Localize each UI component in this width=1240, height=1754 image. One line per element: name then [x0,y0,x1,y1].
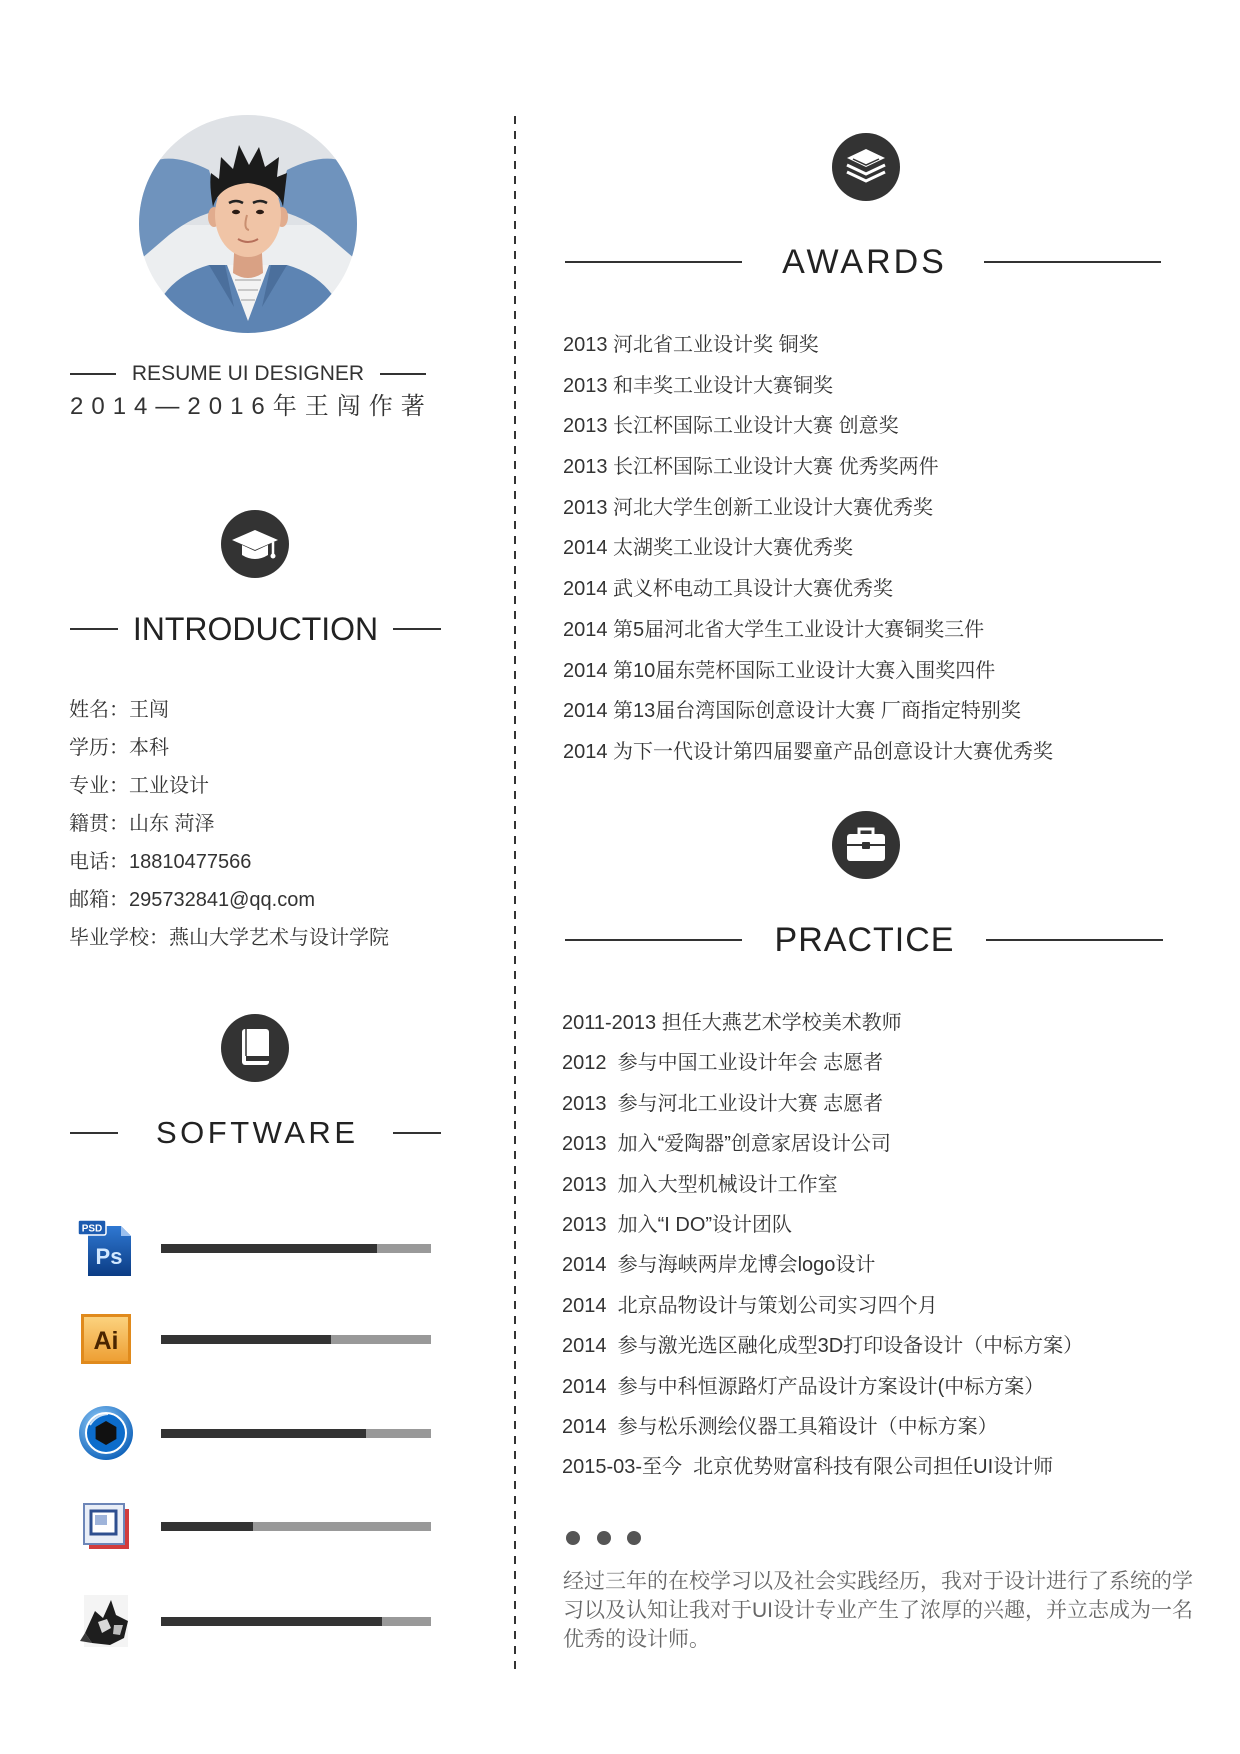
title-rule-right [380,373,426,375]
awards-list [563,325,1183,773]
heading-rule-right [984,261,1161,263]
profile-title-row [70,361,426,387]
info-value: 山东 菏泽 [129,813,215,835]
info-label: 毕业学校： [69,927,169,949]
award-item: 2013 长江杯国际工业设计大赛 优秀奖两件 [563,456,939,479]
ellipsis-dots-icon [566,1531,641,1545]
heading-rule-right [393,628,441,630]
heading-rule-left [70,1132,118,1134]
award-item: 2014 武义杯电动工具设计大赛优秀奖 [563,578,894,601]
dot [597,1531,611,1545]
book-icon [221,1014,289,1082]
dot [566,1531,580,1545]
skill-bar-fill [161,1335,331,1344]
summary-paragraph: 经过三年的在校学习以及社会实践经历，我对于设计进行了系统的学习以及认知让我对于UI设计专业产生了浓厚的兴趣，并立志成为一名优秀的设计师。 [563,1570,1193,1651]
briefcase-icon [832,811,900,879]
info-label: 专业： [69,775,129,797]
software-row [76,1309,431,1369]
heading-rule-right [393,1132,441,1134]
software-title: SOFTWARE [155,1115,359,1150]
info-value: 王闯 [129,699,169,721]
info-hometown [69,805,489,843]
practice-item: 2014 参与松乐测绘仪器工具箱设计（中标方案） [562,1415,998,1438]
skill-bar-fill [161,1617,382,1626]
award-item: 2013 河北省工业设计奖 铜奖 [563,334,819,356]
info-value: 295732841@qq.com [129,889,315,911]
skill-bar-fill [161,1244,377,1253]
photoshop-icon [76,1218,136,1278]
award-item: 2013 河北大学生创新工业设计大赛优秀奖 [563,496,934,519]
heading-rule-left [565,261,742,263]
info-value: 燕山大学艺术与设计学院 [169,927,389,949]
info-label: 电话： [69,851,129,873]
info-label: 籍贯： [69,813,129,835]
introduction-title: INTRODUCTION [132,611,379,647]
practice-item: 2014 北京品物设计与策划公司实习四个月 [562,1294,938,1317]
dot [627,1531,641,1545]
info-label: 姓名： [69,699,129,721]
app-window-icon [76,1496,136,1556]
practice-item: 2012 参与中国工业设计年会 志愿者 [562,1052,884,1075]
column-divider [514,116,516,1669]
info-phone [69,843,489,881]
ai-glyph: Ai [93,1327,119,1355]
practice-item: 2011-2013 担任大燕艺术学校美术教师 [562,1012,902,1034]
keyshot-icon [76,1403,136,1463]
practice-list [562,1003,1202,1488]
info-education [69,729,489,767]
software-heading [70,1111,441,1155]
skill-bar [161,1335,431,1344]
psd-badge: PSD [81,1223,103,1235]
skill-bar-fill [161,1429,366,1438]
practice-item: 2013 加入“爱陶器”创意家居设计公司 [562,1133,891,1156]
practice-item: 2014 参与海峡两岸龙博会logo设计 [562,1254,876,1277]
skill-bar [161,1429,431,1438]
skill-bar [161,1522,431,1531]
layers-icon [832,133,900,201]
award-item: 2014 第13届台湾国际创意设计大赛 厂商指定特别奖 [563,700,1021,723]
personal-info-list [69,691,489,957]
heading-rule-right [986,939,1163,941]
info-major [69,767,489,805]
info-email [69,881,489,919]
practice-item: 2014 参与激光选区融化成型3D打印设备设计（中标方案） [562,1335,1084,1358]
info-name [69,691,489,729]
info-school [69,919,489,957]
award-item: 2014 太湖奖工业设计大赛优秀奖 [563,537,854,560]
info-value: 18810477566 [129,851,252,873]
profile-subtitle: 2014—2016年王闯作著 [70,393,433,420]
rhino-icon [76,1591,136,1651]
skill-bar-fill [161,1522,253,1531]
award-item: 2014 第5届河北省大学生工业设计大赛铜奖三件 [563,618,985,641]
software-row [76,1403,431,1463]
award-item: 2014 为下一代设计第四届婴童产品创意设计大赛优秀奖 [563,740,1054,763]
skill-bar [161,1617,431,1626]
practice-item: 2013 加入大型机械设计工作室 [562,1173,838,1196]
skill-bar [161,1244,431,1253]
title-rule-left [70,373,116,375]
avatar-photo [139,115,357,333]
awards-heading [565,240,1161,284]
info-value: 工业设计 [129,775,209,797]
awards-title: AWARDS [782,243,947,281]
practice-title: PRACTICE [774,921,955,959]
illustrator-icon [76,1309,136,1369]
info-value: 本科 [129,737,169,759]
info-label: 学历： [69,737,129,759]
award-item: 2013 和丰奖工业设计大赛铜奖 [563,374,834,397]
award-item: 2014 第10届东莞杯国际工业设计大赛入围奖四件 [563,659,996,682]
practice-item: 2015-03-至今 北京优势财富科技有限公司担任UI设计师 [562,1456,1054,1479]
ps-glyph: Ps [95,1244,123,1269]
software-row [76,1218,431,1278]
software-row [76,1496,431,1556]
graduation-cap-icon [221,510,289,578]
practice-item: 2013 加入“I DO”设计团队 [562,1213,793,1236]
award-item: 2013 长江杯国际工业设计大赛 创意奖 [563,415,899,438]
practice-heading [565,918,1163,962]
heading-rule-left [70,628,118,630]
introduction-heading [70,607,441,651]
avatar [139,115,357,333]
profile-title: RESUME UI DESIGNER [131,362,365,385]
practice-item: 2014 参与中科恒源路灯产品设计方案设计(中标方案） [562,1375,1045,1398]
heading-rule-left [565,939,742,941]
software-row [76,1591,431,1651]
info-label: 邮箱： [69,889,129,911]
practice-item: 2013 参与河北工业设计大赛 志愿者 [562,1092,884,1115]
